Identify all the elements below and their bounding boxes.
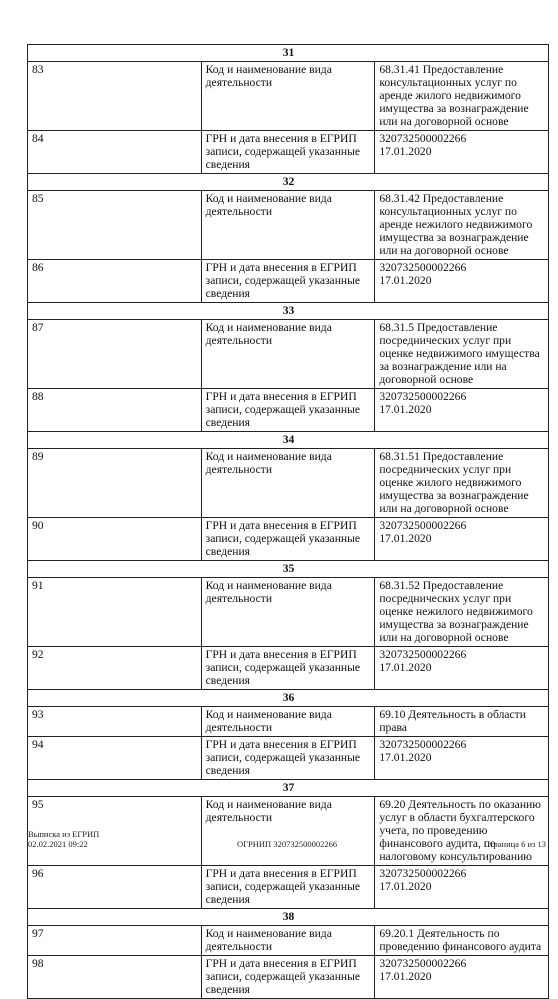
field-label: Код и наименование вида деятельности <box>201 191 375 260</box>
field-label: ГРН и дата внесения в ЕГРИП записи, содержащей указанные сведения <box>201 389 375 432</box>
table-row <box>28 737 549 780</box>
field-value: 320732500002266 17.01.2020 <box>375 131 549 174</box>
row-number: 85 <box>28 191 202 260</box>
section-number: 37 <box>28 780 549 797</box>
table-row <box>28 707 549 737</box>
field-label: ГРН и дата внесения в ЕГРИП записи, содержащей указанные сведения <box>201 518 375 561</box>
field-label: Код и наименование вида деятельности <box>201 578 375 647</box>
field-label: Код и наименование вида деятельности <box>201 926 375 956</box>
field-value: 320732500002266 17.01.2020 <box>375 737 549 780</box>
row-number: 92 <box>28 647 202 690</box>
field-value: 69.20.1 Деятельность по проведению финансового аудита <box>375 926 549 956</box>
field-value: 69.10 Деятельность в области права <box>375 707 549 737</box>
section-header-row <box>28 432 549 449</box>
section-number: 32 <box>28 174 549 191</box>
section-number: 33 <box>28 303 549 320</box>
section-header-row <box>28 174 549 191</box>
field-value: 68.31.52 Предоставление посреднических услуг при оценке нежилого недвижимого имущества за вознаграждение или на договорной основе <box>375 578 549 647</box>
table-row <box>28 320 549 389</box>
field-label: Код и наименование вида деятельности <box>201 62 375 131</box>
table-row <box>28 797 549 866</box>
field-label: ГРН и дата внесения в ЕГРИП записи, содержащей указанные сведения <box>201 737 375 780</box>
row-number: 90 <box>28 518 202 561</box>
row-number: 95 <box>28 797 202 866</box>
activities-table <box>27 44 549 999</box>
field-label: Код и наименование вида деятельности <box>201 707 375 737</box>
table-row <box>28 62 549 131</box>
row-number: 83 <box>28 62 202 131</box>
row-number: 88 <box>28 389 202 432</box>
footer-page-number: Страница 6 из 13 <box>484 839 546 849</box>
table-row <box>28 518 549 561</box>
table-row <box>28 260 549 303</box>
table-row <box>28 647 549 690</box>
footer-doc-name: Выписка из ЕГРИП <box>28 829 100 839</box>
section-number: 31 <box>28 45 549 62</box>
field-label: Код и наименование вида деятельности <box>201 449 375 518</box>
table-row <box>28 926 549 956</box>
table-row <box>28 389 549 432</box>
row-number: 94 <box>28 737 202 780</box>
footer-left <box>28 829 99 849</box>
field-label: Код и наименование вида деятельности <box>201 320 375 389</box>
field-value: 320732500002266 17.01.2020 <box>375 518 549 561</box>
table-row <box>28 449 549 518</box>
section-header-row <box>28 780 549 797</box>
table-row <box>28 131 549 174</box>
table-row <box>28 956 549 999</box>
section-number: 38 <box>28 909 549 926</box>
field-label: ГРН и дата внесения в ЕГРИП записи, содержащей указанные сведения <box>201 260 375 303</box>
section-header-row <box>28 909 549 926</box>
section-header-row <box>28 303 549 320</box>
activities-table-body <box>28 45 549 999</box>
row-number: 98 <box>28 956 202 999</box>
row-number: 84 <box>28 131 202 174</box>
row-number: 93 <box>28 707 202 737</box>
section-header-row <box>28 690 549 707</box>
footer-datetime: 02.02.2021 09:22 <box>28 839 88 849</box>
field-value: 320732500002266 17.01.2020 <box>375 866 549 909</box>
field-label: ГРН и дата внесения в ЕГРИП записи, содержащей указанные сведения <box>201 131 375 174</box>
section-header-row <box>28 45 549 62</box>
field-value: 320732500002266 17.01.2020 <box>375 260 549 303</box>
field-label: ГРН и дата внесения в ЕГРИП записи, содержащей указанные сведения <box>201 866 375 909</box>
field-value: 68.31.42 Предоставление консультационных услуг по аренде нежилого недвижимого имущества за вознаграждение или на договорной основе <box>375 191 549 260</box>
field-value: 68.31.41 Предоставление консультационных услуг по аренде жилого недвижимого имущества за вознаграждение или на договорной основе <box>375 62 549 131</box>
field-value: 320732500002266 17.01.2020 <box>375 956 549 999</box>
footer-ogrnip: ОГРНИП 320732500002266 <box>237 839 338 849</box>
row-number: 87 <box>28 320 202 389</box>
field-value: 69.20 Деятельность по оказанию услуг в области бухгалтерского учета, по проведению финансового аудита, по налоговому консультированию <box>375 797 549 866</box>
field-value: 320732500002266 17.01.2020 <box>375 647 549 690</box>
field-label: ГРН и дата внесения в ЕГРИП записи, содержащей указанные сведения <box>201 956 375 999</box>
field-value: 320732500002266 17.01.2020 <box>375 389 549 432</box>
section-header-row <box>28 561 549 578</box>
row-number: 86 <box>28 260 202 303</box>
row-number: 96 <box>28 866 202 909</box>
section-number: 34 <box>28 432 549 449</box>
field-label: Код и наименование вида деятельности <box>201 797 375 866</box>
row-number: 89 <box>28 449 202 518</box>
section-number: 36 <box>28 690 549 707</box>
section-number: 35 <box>28 561 549 578</box>
row-number: 91 <box>28 578 202 647</box>
field-value: 68.31.51 Предоставление посреднических услуг при оценке жилого недвижимого имущества за вознаграждение или на договорной основе <box>375 449 549 518</box>
row-number: 97 <box>28 926 202 956</box>
table-row <box>28 578 549 647</box>
field-value: 68.31.5 Предоставление посреднических услуг при оценке недвижимого имущества за вознаграждение или на договорной основе <box>375 320 549 389</box>
field-label: ГРН и дата внесения в ЕГРИП записи, содержащей указанные сведения <box>201 647 375 690</box>
table-row <box>28 191 549 260</box>
table-row <box>28 866 549 909</box>
